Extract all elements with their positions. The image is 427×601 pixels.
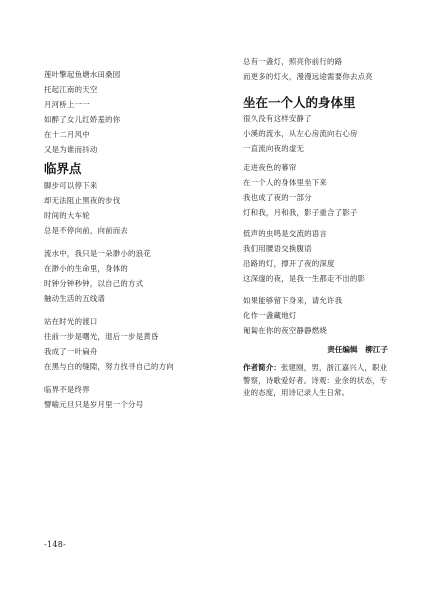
poem-line: 在十二月风中 [44, 130, 90, 139]
author-bio-label: 作者简介： [243, 363, 281, 372]
poem-line: 这深邃的夜，是我一生都走不出的影 [243, 274, 366, 283]
page-number: -148- [44, 540, 67, 549]
poem-line: 走进夜色的幕帘 [243, 163, 297, 172]
poem-line: 又是为谁而抖动 [44, 145, 98, 154]
poem-line: 在一个人的身体里坐下来 [243, 178, 328, 187]
poem-line: 在黑与白的缝隙，努力找寻自己的方向 [44, 362, 174, 371]
poem-line: 站在时光的渡口 [44, 317, 98, 326]
poem-title: 临界点 [44, 161, 82, 176]
poem-title: 坐在一个人的身体里 [243, 95, 356, 110]
author-bio [243, 362, 393, 400]
poem-line: 脚步可以停下来 [44, 181, 98, 190]
poem-line: 月河桥上一一 [44, 100, 90, 109]
poem-line: 小溪的流水，从左心房流向右心房 [243, 129, 358, 138]
poem-line: 莲叶擎起鱼塘水田桑园 [44, 70, 121, 79]
poem-line: 托起江南的天空 [44, 85, 98, 94]
responsible-editor: 责任编辑 柳江子 [327, 345, 388, 354]
poem-line: 譬喻元旦只是岁月里一个分号 [44, 400, 144, 409]
poem-line: 匍匐在你的夜空静静燃烧 [243, 326, 328, 335]
author-bio-text: 张建刚，男，浙江嘉兴人，职业警察，诗歌爱好者。诗观：业余的状态，专业的态度，用诗记录人生日常。 [243, 363, 388, 397]
poem-line: 一直流向夜的虚无 [243, 144, 305, 153]
poem-line: 我们用腰语交换腹语 [243, 244, 312, 253]
poem-line: 时钟分钟秒钟，以自己的方式 [44, 279, 144, 288]
poem-line: 我成了一叶扁舟 [44, 347, 98, 356]
poem-line: 而更多的灯火，漫漫远途需要你去点亮 [243, 72, 373, 81]
poem-line: 却无法阻止黑夜的步伐 [44, 196, 121, 205]
poem-line: 临界不是终界 [44, 385, 90, 394]
poem-line: 沿路的灯，撑开了夜的深度 [243, 259, 335, 268]
poem-line: 总是不停向前，向前而去 [44, 226, 129, 235]
poem-line: 时间的大车轮 [44, 211, 90, 220]
poem-line: 往前一步是曙光，退后一步是黄昏 [44, 332, 159, 341]
poem-line: 如果能够留下身来，请允许我 [243, 296, 343, 305]
poem-line: 总有一盏灯，照亮你前行的路 [243, 57, 343, 66]
poem-line: 在渺小的生命里，身体的 [44, 264, 129, 273]
poem-line: 很久没有这样安静了 [243, 114, 312, 123]
poem-line: 低声的虫鸣是交流的语言 [243, 229, 328, 238]
poem-line: 化作一盏藏地灯 [243, 311, 297, 320]
poem-line: 如醉了女儿红娇羞的你 [44, 115, 121, 124]
poem-line: 灯和我，月和我，影子重合了影子 [243, 208, 358, 217]
poem-line: 流水中，我只是一朵渺小的浪花 [44, 249, 151, 258]
poem-line: 触动生活的五线谱 [44, 294, 106, 303]
poem-line: 我也成了夜的一部分 [243, 193, 312, 202]
